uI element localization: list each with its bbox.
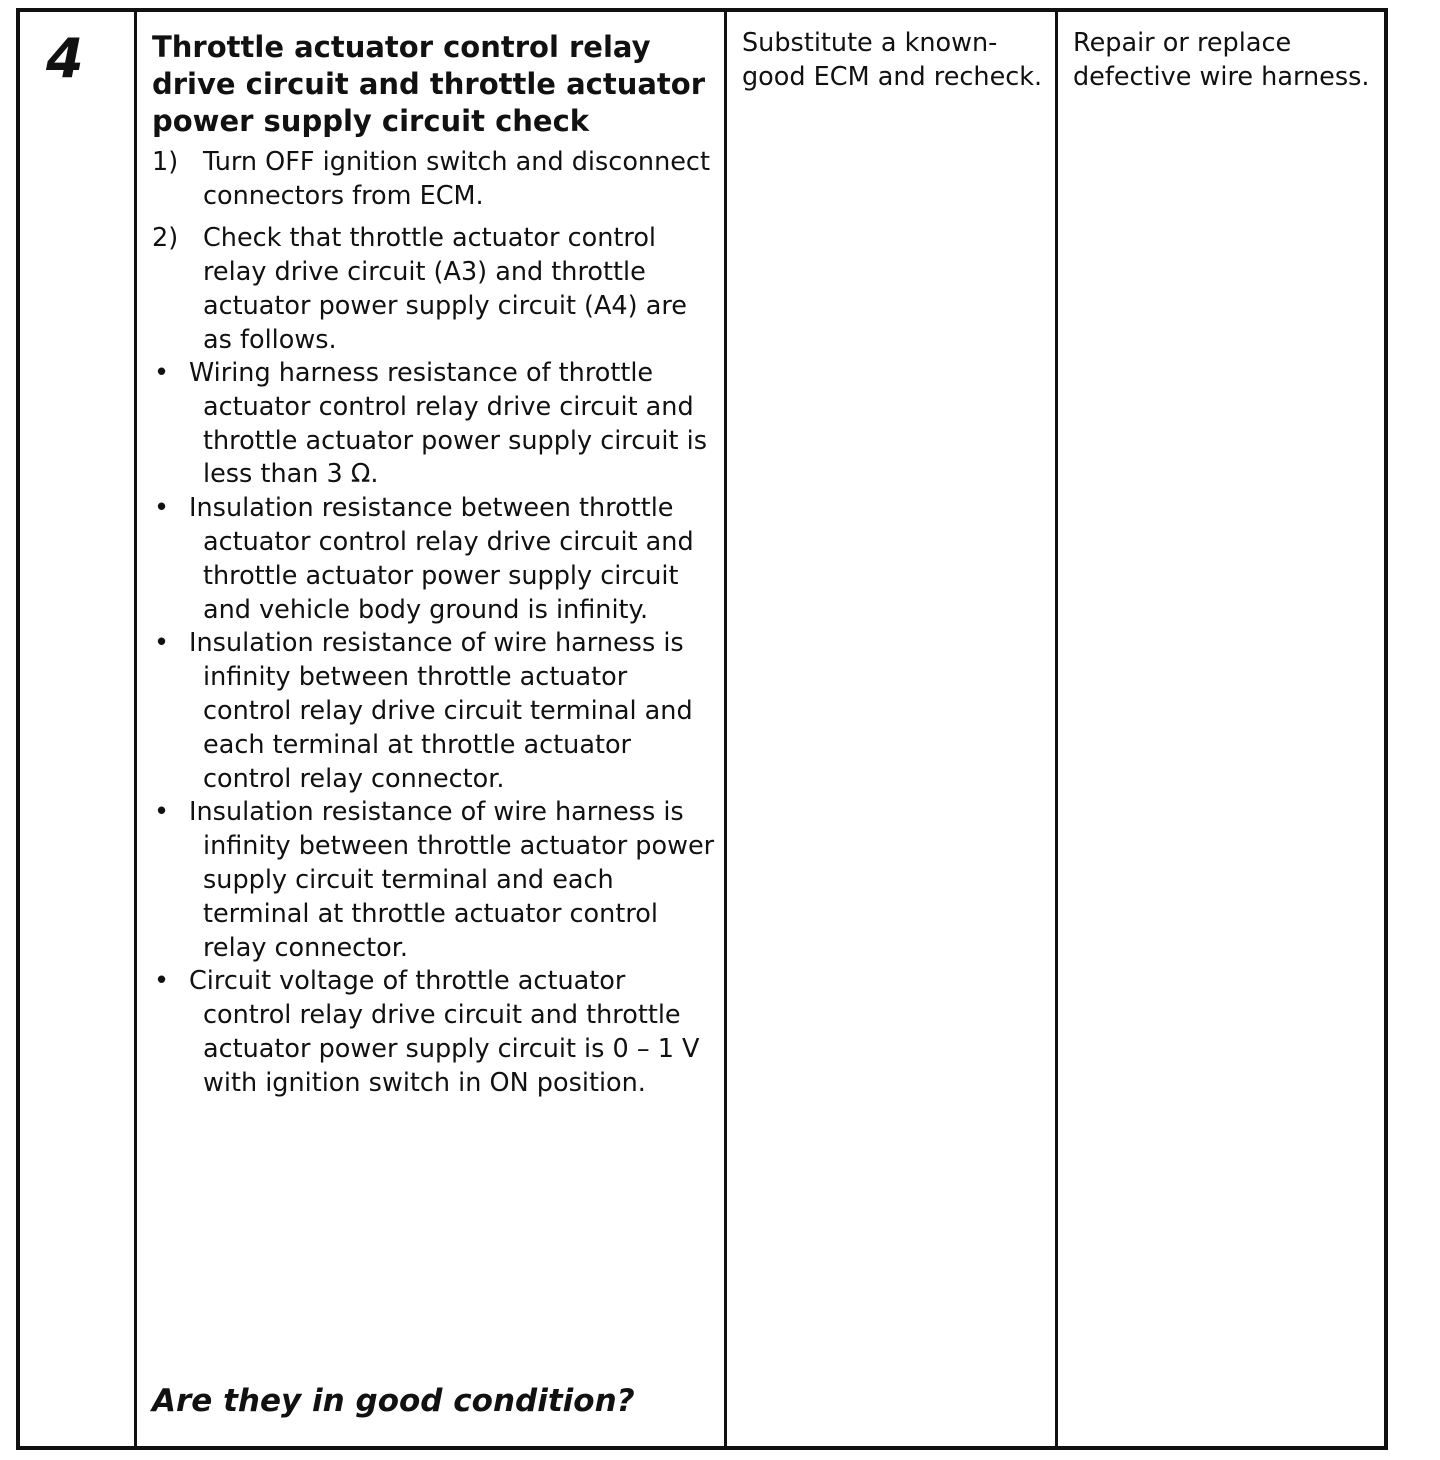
condition-text: Circuit voltage of throttle actuator control relay drive circuit and throttle actuator power supply circuit is 0 – 1 V with ignition switch in ON position. bbox=[189, 966, 700, 1098]
step-marker: 2) bbox=[152, 223, 179, 253]
procedure-table bbox=[16, 8, 1388, 1450]
step-marker: 1) bbox=[152, 147, 179, 177]
bullet-icon: • bbox=[154, 797, 170, 828]
condition-text: Insulation resistance of wire harness is infinity between throttle actuator power supply circuit terminal and each terminal at throttle actuator control relay connector. bbox=[189, 797, 715, 963]
yes-result-cell bbox=[729, 12, 1058, 1446]
condition-text: Insulation resistance between throttle actuator control relay drive circuit and throttle actuator power supply circuit and vehicle body ground is infinity. bbox=[189, 493, 694, 625]
no-result-text: Repair or replace defective wire harness. bbox=[1073, 28, 1370, 92]
no-result-cell bbox=[1060, 12, 1385, 1446]
column-divider bbox=[134, 12, 137, 1446]
condition-text: Insulation resistance of wire harness is infinity between throttle actuator control relay drive circuit terminal and each terminal at throttle actuator control relay connector. bbox=[189, 628, 693, 794]
bullet-icon: • bbox=[154, 966, 170, 997]
yes-result-text: Substitute a known-good ECM and recheck. bbox=[742, 28, 1043, 92]
condition-item bbox=[152, 627, 717, 796]
condition-item bbox=[152, 357, 717, 492]
bullet-icon: • bbox=[154, 358, 170, 388]
step-item bbox=[152, 221, 717, 1101]
action-cell bbox=[139, 12, 727, 1446]
step-list bbox=[152, 145, 717, 1101]
condition-item bbox=[152, 492, 717, 627]
check-question: Are they in good condition? bbox=[152, 1383, 635, 1419]
step-title: Throttle actuator control relay drive circuit and throttle actuator power supply circuit check bbox=[152, 30, 705, 138]
step-text: Turn OFF ignition switch and disconnect connectors from ECM. bbox=[203, 147, 710, 211]
condition-text: Wiring harness resistance of throttle actuator control relay drive circuit and throttle actuator power supply circuit is less than 3 Ω. bbox=[189, 358, 707, 490]
bullet-icon: • bbox=[154, 628, 170, 659]
step-number: 4 bbox=[46, 27, 84, 90]
step-number-cell bbox=[20, 12, 134, 1446]
bullet-icon: • bbox=[154, 493, 170, 524]
step-item bbox=[152, 145, 717, 213]
condition-item bbox=[152, 965, 717, 1100]
condition-item bbox=[152, 796, 717, 965]
condition-list bbox=[152, 357, 717, 1101]
step-text: Check that throttle actuator control relay drive circuit (A3) and throttle actuator power supply circuit (A4) are as follows. bbox=[203, 223, 687, 355]
